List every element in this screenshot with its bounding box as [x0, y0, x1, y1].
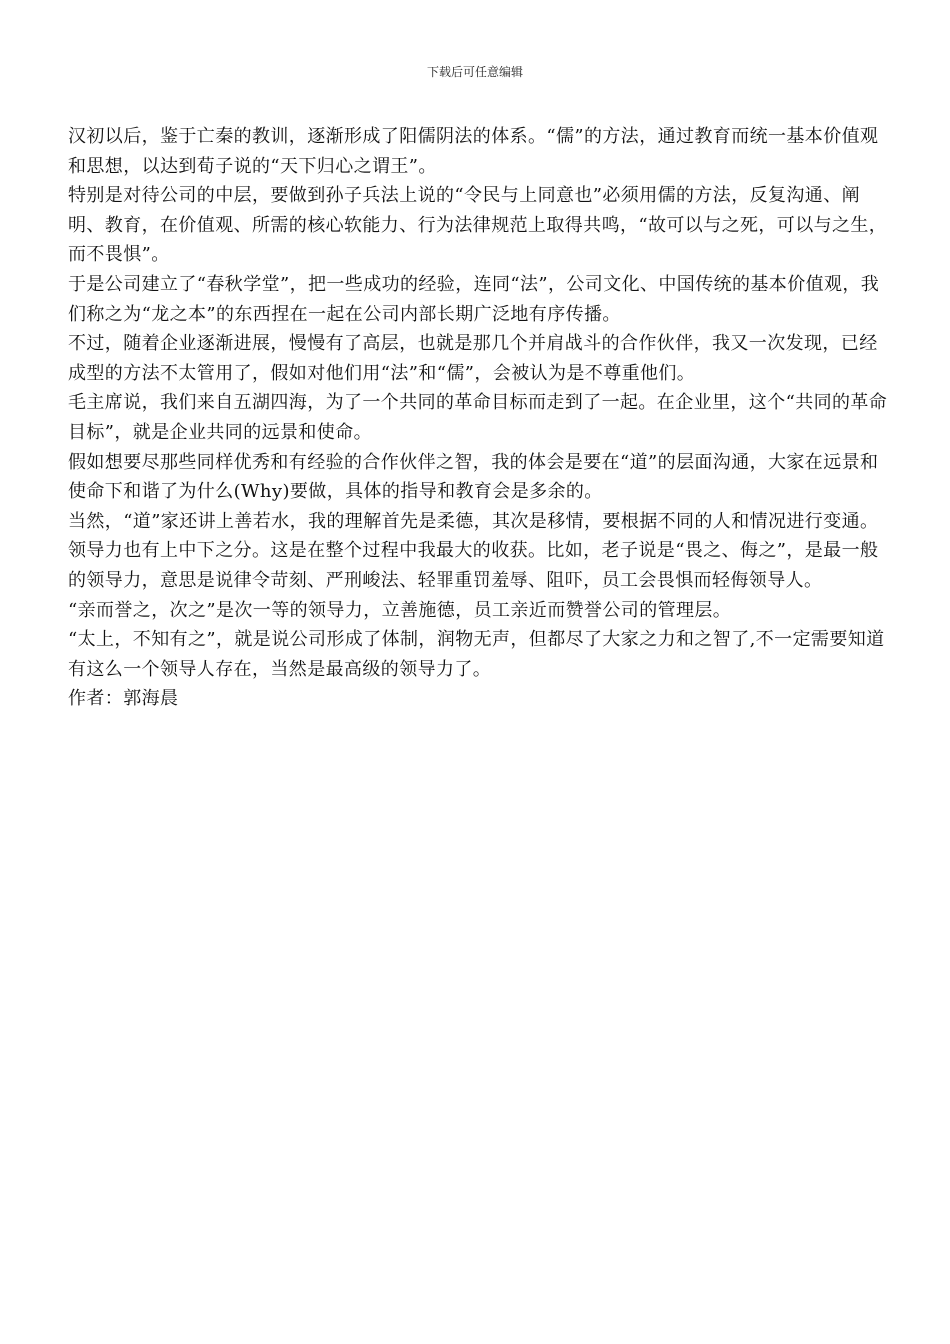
paragraph: 汉初以后，鉴于亡秦的教训，逐渐形成了阳儒阴法的体系。“儒”的方法，通过教育而统一基本价值观和思想，以达到荀子说的“天下归心之谓王”。 [68, 126, 879, 177]
paragraph: 不过，随着企业逐渐进展，慢慢有了高层，也就是那几个并肩战斗的合作伙伴，我又一次发现，已经成型的方法不太管用了，假如对他们用“法”和“儒”，会被认为是不尊重他们。 [68, 333, 878, 384]
paragraph: 领导力也有上中下之分。这是在整个过程中我最大的收获。比如，老子说是“畏之、侮之”，是最一般的领导力，意思是说律令苛刻、严刑峻法、轻罪重罚羞辱、阻吓，员工会畏惧而轻侮领导人。 [68, 540, 879, 591]
author-line: 作者：郭海晨 [68, 688, 179, 710]
paragraph: 当然，“道”家还讲上善若水，我的理解首先是柔德，其次是移情，要根据不同的人和情况进行变通。 [68, 510, 879, 532]
page-header: 下载后可任意编辑 [426, 65, 523, 79]
paragraph: 假如想要尽那些同样优秀和有经验的合作伙伴之智，我的体会是要在“道”的层面沟通，大家在远景和使命下和谐了为什么(Why)要做，具体的指导和教育会是多余的。 [68, 451, 879, 503]
paragraph: “亲而誉之，次之”是次一等的领导力，立善施德，员工亲近而赞誉公司的管理层。 [68, 599, 732, 621]
document-body [68, 122, 888, 714]
paragraph: 特别是对待公司的中层，要做到孙子兵法上说的“令民与上同意也”必须用儒的方法，反复沟通、阐明、教育，在价值观、所需的核心软能力、行为法律规范上取得共鸣，“故可以与之死，可以与之生，而不畏惧”。 [68, 185, 888, 266]
paragraph: 于是公司建立了“春秋学堂”，把一些成功的经验，连同“法”，公司文化、中国传统的基本价值观，我们称之为“龙之本”的东西捏在一起在公司内部长期广泛地有序传播。 [68, 273, 880, 325]
paragraph: 毛主席说，我们来自五湖四海，为了一个共同的革命目标而走到了一起。在企业里，这个“共同的革命目标”，就是企业共同的远景和使命。 [68, 392, 888, 443]
paragraph: “太上，不知有之”，就是说公司形成了体制，润物无声，但都尽了大家之力和之智了,不一定需要知道有这么一个领导人存在，当然是最高级的领导力了。 [68, 629, 885, 680]
